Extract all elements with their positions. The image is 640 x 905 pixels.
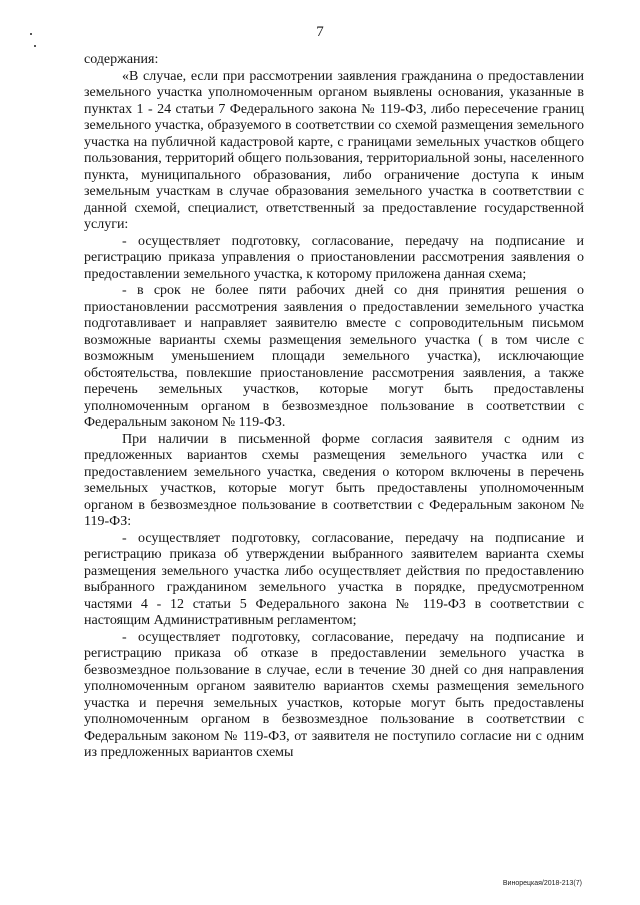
paragraph: содержания: bbox=[84, 52, 159, 67]
paragraph: «В случае, если при рассмотрении заявления гражданина о предоставлении земельного участка уполномоченным органом выявлены основания, указанные в пунктах 1 - 24 статьи 7 Федерального закона № 119-ФЗ, либо пересечение границ земельного участка, образуемого в соответствии со схемой размещения земельного участка на публичной кадастровой карте, с границами земельных участков общего пользования, территорий общего пользования, территориальной зоны, населенного пункта, муниципального образования, либо ограничение доступа к иным земельным участкам в случае образования земельного участка в соответствии с данной схемой, специалист, ответственный за предоставление государственной услуги: bbox=[84, 68, 584, 232]
paragraph: При наличии в письменной форме согласия заявителя с одним из предложенных вариантов схемы размещения земельного участка или с предоставлением земельного участка, сведения о котором включены в перечень земельных участков, которые могут быть предоставлены уполномоченным органом в безвозмездное пользование в соответствии с Федеральным законом № 119-ФЗ: bbox=[84, 431, 584, 529]
document-body bbox=[84, 52, 584, 762]
paragraph: - в срок не более пяти рабочих дней со дня принятия решения о приостановлении рассмотрения заявления о предоставлении земельного участка подготавливает и направляет заявителю вместе с сопроводительным письмом возможные варианты схемы размещения земельного участка ( в том числе с возможным уменьшением площади земельного участка), исключающие обстоятельства, повлекшие приостановление рассмотрения заявления, а также перечень земельных участков, которые могут быть предоставлены уполномоченным органом в безвозмездное пользование в соответствии с Федеральным законом № 119-ФЗ. bbox=[84, 283, 584, 430]
scan-speck bbox=[34, 45, 36, 47]
document-footer-code: Винорецкая/2018-213(7) bbox=[502, 880, 582, 887]
paragraph: - осуществляет подготовку, согласование, передачу на подписание и регистрацию приказа управления о приостановлении рассмотрения заявления о предоставлении земельного участка, к которому приложена данная схема; bbox=[84, 233, 584, 282]
paragraph: - осуществляет подготовку, согласование, передачу на подписание и регистрацию приказа об утверждении выбранного заявителем варианта схемы размещения земельного участка либо осуществляет действия по предоставлению выбранного гражданином земельного участка в порядке, предусмотренном частями 4 - 12 статьи 5 Федерального закона № 119-ФЗ в соответствии с настоящим Административным регламентом; bbox=[84, 530, 584, 628]
page-number: 7 bbox=[316, 24, 324, 40]
paragraph: - осуществляет подготовку, согласование, передачу на подписание и регистрацию приказа об отказе в предоставлении земельного участка в безвозмездное пользование в случае, если в течение 30 дней со дня направления уполномоченным органом заявителю вариантов схемы размещения земельного участка и перечня земельных участков, которые могут быть предоставлены уполномоченным органом в безвозмездное пользование в соответствии с Федеральным законом № 119-ФЗ, от заявителя не поступило согласие ни с одним из предложенных вариантов схемы bbox=[84, 629, 584, 760]
